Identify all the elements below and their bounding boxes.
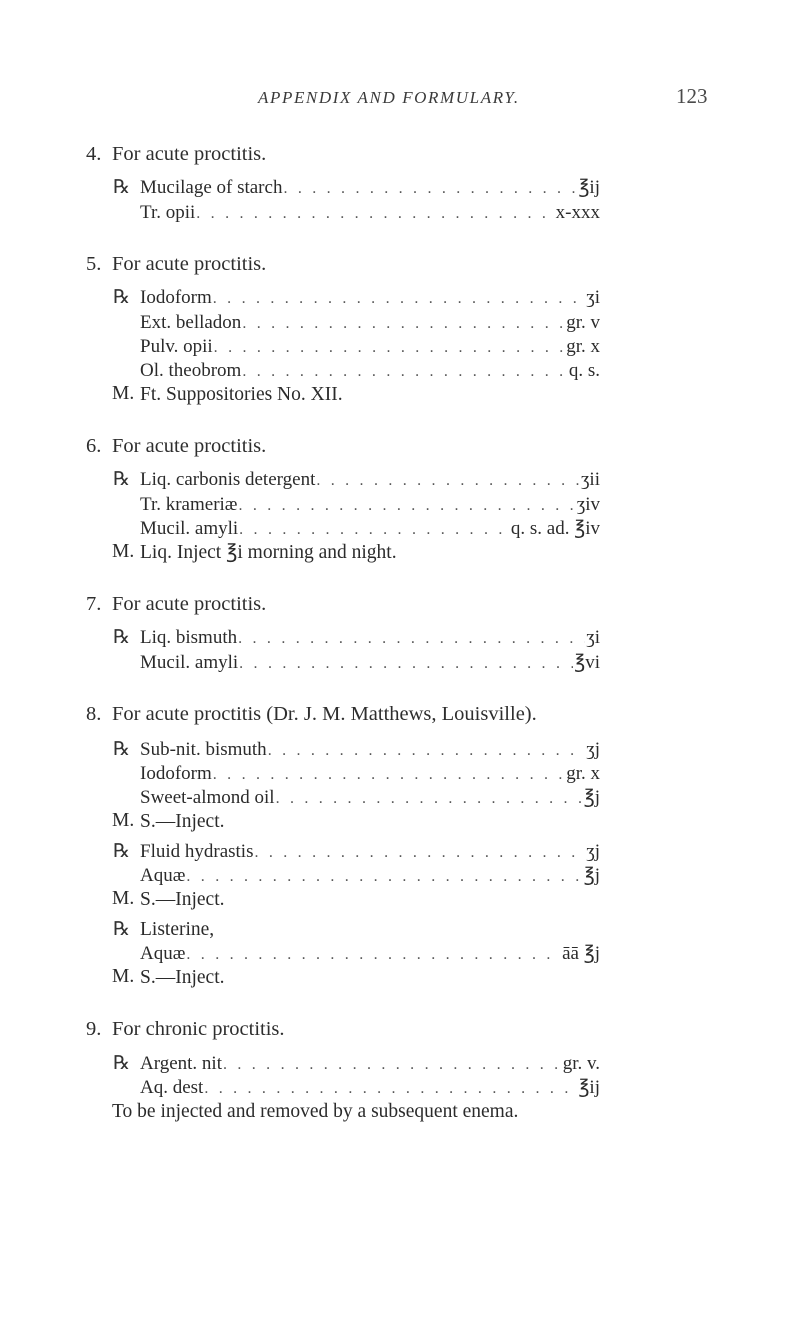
- formula-heading: [86, 252, 266, 276]
- ingredient-line: [140, 864, 600, 889]
- ingredient-quantity: x-xxx: [555, 202, 600, 223]
- running-title: APPENDIX AND FORMULARY.: [258, 88, 520, 107]
- leader-dots: [254, 841, 585, 865]
- direction-text: Ft. Suppositories No. XII.: [140, 384, 343, 405]
- ingredient-quantity: ℥ij: [578, 177, 600, 198]
- ingredient-name: Fluid hydrastis: [140, 841, 254, 862]
- rx-symbol: ℞: [113, 739, 131, 760]
- ingredient-quantity: ʒj: [586, 739, 600, 760]
- ingredient-quantity: ℥ij: [578, 1077, 600, 1098]
- formula-number: 6.: [86, 435, 102, 457]
- ingredient-name: Tr. opii: [140, 202, 196, 223]
- ingredient-name: Sub-nit. bismuth: [140, 739, 267, 760]
- ingredient-line: [140, 626, 600, 651]
- ingredient-line: [140, 335, 600, 360]
- rx-symbol: ℞: [113, 469, 131, 490]
- leader-dots: [276, 787, 583, 811]
- ingredient-line: [140, 517, 600, 542]
- leader-dots: [242, 360, 568, 384]
- formula-heading: [86, 142, 266, 166]
- ingredient-line: [140, 1076, 600, 1101]
- ingredient-name: Iodoform: [140, 287, 212, 308]
- formula-title: For acute proctitis (Dr. J. M. Matthews, Louisville).: [112, 703, 537, 725]
- page-number: 123: [676, 84, 708, 108]
- leader-dots: [204, 1077, 577, 1101]
- ingredient-quantity: ʒi: [586, 627, 600, 648]
- formula-heading: [86, 702, 537, 726]
- formula-heading: [86, 434, 266, 458]
- rx-symbol: ℞: [113, 919, 131, 940]
- ingredient-name: Aq. dest: [140, 1077, 204, 1098]
- leader-dots: [268, 739, 586, 763]
- ingredient-name: Ol. theobrom: [140, 360, 242, 381]
- ingredient-line: [140, 786, 600, 811]
- leader-dots: [213, 287, 586, 311]
- ingredient-name: Sweet-almond oil: [140, 787, 275, 808]
- formula-number: 4.: [86, 143, 102, 165]
- ingredient-name: Aquæ: [140, 865, 186, 886]
- ingredient-name: Mucil. amyli: [140, 652, 239, 673]
- ingredient-name: Tr. krameriæ: [140, 494, 238, 515]
- ingredient-line: [140, 493, 600, 518]
- direction-text: S.—Inject.: [140, 889, 225, 910]
- ingredient-quantity: gr. v: [566, 312, 600, 333]
- leader-dots: [213, 763, 565, 787]
- leader-dots: [316, 469, 580, 493]
- ingredient-name: Pulv. opii: [140, 336, 213, 357]
- ingredient-name: Listerine,: [140, 919, 215, 940]
- ingredient-quantity: q. s. ad. ℥iv: [510, 518, 600, 539]
- direction-text: S.—Inject.: [140, 967, 225, 988]
- leader-dots: [223, 1053, 562, 1077]
- direction-label: M.: [112, 541, 135, 562]
- ingredient-name: Mucil. amyli: [140, 518, 239, 539]
- ingredient-quantity: gr. x: [566, 763, 600, 784]
- leader-dots: [196, 202, 554, 226]
- ingredient-quantity: q. s.: [568, 360, 600, 381]
- ingredient-name: Iodoform: [140, 763, 212, 784]
- leader-dots: [238, 494, 575, 518]
- direction-text: Liq. Inject ℥i morning and night.: [140, 542, 397, 563]
- leader-dots: [242, 312, 565, 336]
- ingredient-line: [140, 176, 600, 201]
- ingredient-quantity: gr. x: [566, 336, 600, 357]
- formula-heading: [86, 1017, 285, 1041]
- ingredient-quantity: ʒii: [581, 469, 600, 490]
- ingredient-line: [140, 762, 600, 787]
- leader-dots: [186, 865, 582, 889]
- ingredient-line: [140, 840, 600, 865]
- formula-title: For acute proctitis.: [112, 143, 267, 165]
- rx-symbol: ℞: [113, 1053, 131, 1074]
- leader-dots: [239, 652, 573, 676]
- ingredient-quantity: ℥vi: [574, 652, 600, 673]
- formula-number: 7.: [86, 593, 102, 615]
- direction-label: M.: [112, 383, 135, 404]
- ingredient-line: [140, 359, 600, 384]
- ingredient-name: Mucilage of starch: [140, 177, 283, 198]
- ingredient-name: Argent. nit: [140, 1053, 222, 1074]
- page-header: [0, 78, 800, 118]
- ingredient-quantity: ʒiv: [576, 494, 600, 515]
- ingredient-quantity: ℥j: [583, 865, 600, 886]
- rx-symbol: ℞: [113, 177, 131, 198]
- formula-number: 8.: [86, 703, 102, 725]
- formula-note: To be injected and removed by a subsequent enema.: [112, 1101, 519, 1122]
- formula-title: For acute proctitis.: [112, 435, 267, 457]
- ingredient-quantity: ℥j: [583, 787, 600, 808]
- ingredient-line: [140, 201, 600, 226]
- ingredient-name: Ext. belladon: [140, 312, 242, 333]
- ingredient-quantity: āā ℥j: [562, 943, 600, 964]
- leader-dots: [238, 627, 585, 651]
- ingredient-name: Aquæ: [140, 943, 186, 964]
- leader-dots: [283, 177, 577, 201]
- rx-symbol: ℞: [113, 841, 131, 862]
- formula-number: 5.: [86, 253, 102, 275]
- ingredient-name: Liq. bismuth: [140, 627, 238, 648]
- formula-title: For acute proctitis.: [112, 253, 267, 275]
- leader-dots: [239, 518, 510, 542]
- ingredient-name: Liq. carbonis detergent: [140, 469, 316, 490]
- formula-number: 9.: [86, 1018, 102, 1040]
- ingredient-line: [140, 651, 600, 676]
- direction-text: S.—Inject.: [140, 811, 225, 832]
- ingredient-quantity: gr. v.: [562, 1053, 600, 1074]
- ingredient-line: [140, 1052, 600, 1077]
- ingredient-line: [140, 286, 600, 311]
- formula-title: For chronic proctitis.: [112, 1018, 285, 1040]
- direction-label: M.: [112, 966, 135, 987]
- leader-dots: [186, 943, 561, 967]
- ingredient-line: [140, 942, 600, 967]
- ingredient-line: [140, 311, 600, 336]
- ingredient-quantity: ʒi: [586, 287, 600, 308]
- direction-label: M.: [112, 810, 135, 831]
- direction-label: M.: [112, 888, 135, 909]
- formula-heading: [86, 592, 266, 616]
- leader-dots: [214, 336, 566, 360]
- formula-title: For acute proctitis.: [112, 593, 267, 615]
- ingredient-line: [140, 738, 600, 763]
- rx-symbol: ℞: [113, 627, 131, 648]
- ingredient-line: [140, 468, 600, 493]
- ingredient-quantity: ʒj: [586, 841, 600, 862]
- rx-symbol: ℞: [113, 287, 131, 308]
